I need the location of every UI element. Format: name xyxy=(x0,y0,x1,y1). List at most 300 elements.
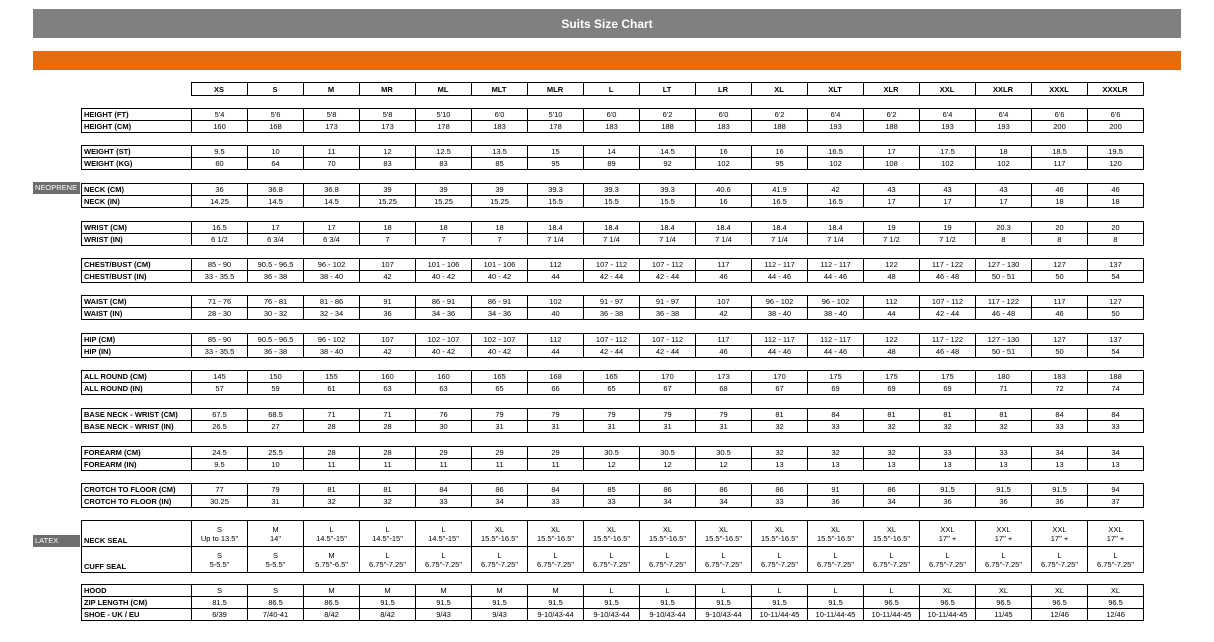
table-row xyxy=(82,609,1144,621)
value-cell: 5'10 xyxy=(528,109,584,121)
seal-range: 6.75"-7.25" xyxy=(704,559,743,569)
measurement-group xyxy=(81,108,1144,133)
value-cell: 28 xyxy=(304,421,360,433)
value-cell: 96.5 xyxy=(1032,597,1088,609)
value-cell: 16.5 xyxy=(808,196,864,208)
row-label: CHEST/BUST (IN) xyxy=(82,271,192,283)
value-cell: 9-10/43-44 xyxy=(528,609,584,621)
value-cell: 30.5 xyxy=(584,447,640,459)
value-cell: 44 - 46 xyxy=(752,346,808,358)
value-cell: 14.5 xyxy=(248,196,304,208)
value-cell: 112 - 117 xyxy=(752,334,808,346)
value-cell: 46 - 48 xyxy=(920,271,976,283)
value-cell: 63 xyxy=(416,383,472,395)
value-cell: 183 xyxy=(584,121,640,133)
table-row xyxy=(82,447,1144,459)
table-row xyxy=(82,421,1144,433)
seal-range: 6.75"-7.25" xyxy=(368,559,407,569)
value-cell: 15.5 xyxy=(640,196,696,208)
seal-size: XL xyxy=(494,524,505,534)
value-cell: 46 - 48 xyxy=(976,308,1032,320)
orange-divider xyxy=(33,51,1181,70)
value-cell: 86 xyxy=(640,484,696,496)
value-cell: 14.5 xyxy=(304,196,360,208)
table-row xyxy=(82,109,1144,121)
table-row xyxy=(82,158,1144,170)
value-cell: 122 xyxy=(864,259,920,271)
value-cell: 40 - 42 xyxy=(472,346,528,358)
seal-range: 17" + xyxy=(1106,533,1125,543)
value-cell: 59 xyxy=(248,383,304,395)
seal-size: M xyxy=(272,524,279,534)
value-cell: 20 xyxy=(1088,222,1144,234)
value-cell: 42 xyxy=(808,184,864,196)
seal-range: 6.75"-7.25" xyxy=(984,559,1023,569)
seal-cell xyxy=(528,547,584,573)
seal-cell xyxy=(696,521,752,547)
value-cell: 112 xyxy=(864,296,920,308)
seal-size: L xyxy=(777,550,782,560)
seal-cell xyxy=(1088,521,1144,547)
value-cell: 183 xyxy=(472,121,528,133)
size-header-mlt: MLT xyxy=(471,83,527,96)
seal-range: 5-5.5" xyxy=(265,559,286,569)
value-cell: 86.5 xyxy=(304,597,360,609)
value-cell: 84 xyxy=(808,409,864,421)
value-cell: 102 xyxy=(976,158,1032,170)
value-cell: 8 xyxy=(1032,234,1088,246)
value-cell: 127 xyxy=(1032,334,1088,346)
seal-cell xyxy=(192,521,248,547)
seal-cell xyxy=(752,547,808,573)
value-cell: 29 xyxy=(472,447,528,459)
value-cell: 79 xyxy=(696,409,752,421)
value-cell: 10-11/44-45 xyxy=(920,609,976,621)
value-cell: 31 xyxy=(640,421,696,433)
value-cell: 127 - 130 xyxy=(976,259,1032,271)
value-cell: 7 xyxy=(416,234,472,246)
value-cell: 33 xyxy=(752,496,808,508)
seal-range: 14.5"-15" xyxy=(372,533,403,543)
value-cell: 91.5 xyxy=(528,597,584,609)
value-cell: M xyxy=(416,585,472,597)
row-label: BASE NECK - WRIST (CM) xyxy=(82,409,192,421)
seal-range: 6.75"-7.25" xyxy=(928,559,967,569)
value-cell: 11 xyxy=(360,459,416,471)
measurement-group xyxy=(81,221,1144,246)
seal-range: 17" + xyxy=(938,533,957,543)
value-cell: 67 xyxy=(640,383,696,395)
value-cell: 9-10/43-44 xyxy=(584,609,640,621)
value-cell: 30.5 xyxy=(696,447,752,459)
seal-size: L xyxy=(833,550,838,560)
seal-cell xyxy=(416,547,472,573)
size-header-xl: XL xyxy=(751,83,807,96)
value-cell: 42 - 44 xyxy=(584,271,640,283)
table-row xyxy=(82,585,1144,597)
value-cell: 15.25 xyxy=(472,196,528,208)
seal-size: XXL xyxy=(1052,524,1067,534)
value-cell: 175 xyxy=(808,371,864,383)
value-cell: 29 xyxy=(528,447,584,459)
value-cell: 91.5 xyxy=(1032,484,1088,496)
seal-range: 15.5"-16.5" xyxy=(536,533,575,543)
value-cell: 84 xyxy=(1088,409,1144,421)
value-cell: 5'10 xyxy=(416,109,472,121)
value-cell: 79 xyxy=(528,409,584,421)
value-cell: 96 - 102 xyxy=(304,334,360,346)
seal-cell xyxy=(920,547,976,573)
value-cell: 188 xyxy=(864,121,920,133)
size-header-xs: XS xyxy=(191,83,247,96)
value-cell: 10 xyxy=(248,459,304,471)
value-cell: 40 - 42 xyxy=(416,346,472,358)
value-cell: 150 xyxy=(248,371,304,383)
value-cell: M xyxy=(472,585,528,597)
value-cell: 155 xyxy=(304,371,360,383)
value-cell: 36 xyxy=(1032,496,1088,508)
value-cell: 7 1/4 xyxy=(584,234,640,246)
value-cell: 188 xyxy=(1088,371,1144,383)
value-cell: 30.5 xyxy=(640,447,696,459)
value-cell: 95 xyxy=(752,158,808,170)
seal-cell xyxy=(360,521,416,547)
seal-size: XXL xyxy=(1108,524,1123,534)
value-cell: 85 xyxy=(472,158,528,170)
value-cell: 6'2 xyxy=(752,109,808,121)
value-cell: 6'6 xyxy=(1032,109,1088,121)
value-cell: 86.5 xyxy=(248,597,304,609)
seal-range: 15.5"-16.5" xyxy=(648,533,687,543)
seal-cell xyxy=(1032,547,1088,573)
value-cell: 33 - 35.5 xyxy=(192,346,248,358)
value-cell: 42 xyxy=(360,271,416,283)
value-cell: 13 xyxy=(976,459,1032,471)
value-cell: XL xyxy=(920,585,976,597)
value-cell: 89 xyxy=(584,158,640,170)
row-label: NECK SEAL xyxy=(82,521,192,547)
seal-cell xyxy=(1032,521,1088,547)
seal-range: 6.75"-7.25" xyxy=(1096,559,1135,569)
value-cell: 175 xyxy=(920,371,976,383)
seal-size: S xyxy=(216,524,222,534)
value-cell: 9-10/43-44 xyxy=(640,609,696,621)
value-cell: 8/42 xyxy=(360,609,416,621)
row-label: NECK (CM) xyxy=(82,184,192,196)
seal-size: L xyxy=(553,550,558,560)
value-cell: L xyxy=(584,585,640,597)
value-cell: 40 - 42 xyxy=(416,271,472,283)
value-cell: 28 xyxy=(304,447,360,459)
row-label: NECK (IN) xyxy=(82,196,192,208)
value-cell: 31 xyxy=(528,421,584,433)
seal-size: L xyxy=(441,550,446,560)
value-cell: 42 xyxy=(696,308,752,320)
latex-seal-table xyxy=(81,520,1144,573)
seal-range: 6.75"-7.25" xyxy=(592,559,631,569)
seal-range: 6.75"-7.25" xyxy=(480,559,519,569)
row-label: WRIST (IN) xyxy=(82,234,192,246)
value-cell: 11 xyxy=(416,459,472,471)
value-cell: 17 xyxy=(864,196,920,208)
value-cell: 12/46 xyxy=(1088,609,1144,621)
value-cell: 180 xyxy=(976,371,1032,383)
size-header-lr: LR xyxy=(695,83,751,96)
seal-size: L xyxy=(609,550,614,560)
value-cell: 96.5 xyxy=(1088,597,1144,609)
size-header-xxl: XXL xyxy=(919,83,975,96)
value-cell: 74 xyxy=(1088,383,1144,395)
value-cell: 34 xyxy=(640,496,696,508)
value-cell: 81 xyxy=(360,484,416,496)
value-cell: 32 xyxy=(304,496,360,508)
value-cell: 39 xyxy=(472,184,528,196)
value-cell: 85 xyxy=(584,484,640,496)
value-cell: 6'4 xyxy=(976,109,1032,121)
value-cell: 12.5 xyxy=(416,146,472,158)
value-cell: 8/42 xyxy=(304,609,360,621)
value-cell: 160 xyxy=(360,371,416,383)
value-cell: 6/39 xyxy=(192,609,248,621)
value-cell: 10 xyxy=(248,146,304,158)
seal-cell xyxy=(920,521,976,547)
value-cell: 15.5 xyxy=(528,196,584,208)
value-cell: 17 xyxy=(248,222,304,234)
seal-size: XL xyxy=(550,524,561,534)
value-cell: 117 xyxy=(1032,296,1088,308)
value-cell: 91.5 xyxy=(696,597,752,609)
value-cell: 96.5 xyxy=(864,597,920,609)
value-cell: 10-11/44-45 xyxy=(752,609,808,621)
value-cell: 173 xyxy=(360,121,416,133)
row-label: CUFF SEAL xyxy=(82,547,192,573)
value-cell: 84 xyxy=(528,484,584,496)
value-cell: 175 xyxy=(864,371,920,383)
seal-size: XXL xyxy=(940,524,955,534)
value-cell: 44 xyxy=(528,346,584,358)
size-header-m: M xyxy=(303,83,359,96)
value-cell: 13 xyxy=(752,459,808,471)
seal-range: 5.75"-6.5" xyxy=(315,559,348,569)
value-cell: 71 xyxy=(304,409,360,421)
value-cell: 9/43 xyxy=(416,609,472,621)
seal-size: XL xyxy=(774,524,785,534)
value-cell: 81 xyxy=(920,409,976,421)
value-cell: 50 xyxy=(1032,346,1088,358)
table-row xyxy=(82,346,1144,358)
value-cell: 200 xyxy=(1088,121,1144,133)
value-cell: XL xyxy=(1032,585,1088,597)
value-cell: M xyxy=(304,585,360,597)
size-header-mlr: MLR xyxy=(527,83,583,96)
value-cell: 81 - 86 xyxy=(304,296,360,308)
table-row xyxy=(82,146,1144,158)
value-cell: 117 xyxy=(1032,158,1088,170)
value-cell: 15.25 xyxy=(360,196,416,208)
value-cell: 96.5 xyxy=(920,597,976,609)
size-header-s: S xyxy=(247,83,303,96)
value-cell: 13 xyxy=(864,459,920,471)
value-cell: 117 xyxy=(696,334,752,346)
value-cell: 91.5 xyxy=(360,597,416,609)
value-cell: 107 - 112 xyxy=(920,296,976,308)
value-cell: 46 xyxy=(696,346,752,358)
value-cell: 63 xyxy=(360,383,416,395)
value-cell: 76 - 81 xyxy=(248,296,304,308)
value-cell: 6'2 xyxy=(864,109,920,121)
value-cell: L xyxy=(864,585,920,597)
value-cell: 86 xyxy=(472,484,528,496)
value-cell: 193 xyxy=(920,121,976,133)
table-row xyxy=(82,259,1144,271)
value-cell: 39 xyxy=(360,184,416,196)
value-cell: 107 xyxy=(360,334,416,346)
table-row xyxy=(82,271,1144,283)
value-cell: 5'4 xyxy=(192,109,248,121)
value-cell: 107 - 112 xyxy=(640,334,696,346)
value-cell: 27 xyxy=(248,421,304,433)
measurement-group xyxy=(81,483,1144,508)
value-cell: 65 xyxy=(584,383,640,395)
value-cell: 46 - 48 xyxy=(920,346,976,358)
value-cell: 18.4 xyxy=(696,222,752,234)
seal-cell xyxy=(864,547,920,573)
value-cell: 15 xyxy=(528,146,584,158)
value-cell: 137 xyxy=(1088,334,1144,346)
value-cell: 107 xyxy=(696,296,752,308)
seal-cell xyxy=(696,547,752,573)
value-cell: 36 xyxy=(360,308,416,320)
value-cell: 173 xyxy=(304,121,360,133)
value-cell: 46 xyxy=(1088,184,1144,196)
table-row xyxy=(82,496,1144,508)
value-cell: L xyxy=(808,585,864,597)
seal-range: 6.75"-7.25" xyxy=(760,559,799,569)
seal-size: L xyxy=(497,550,502,560)
value-cell: 137 xyxy=(1088,259,1144,271)
size-header-xxlr: XXLR xyxy=(975,83,1031,96)
value-cell: 193 xyxy=(808,121,864,133)
seal-size: L xyxy=(665,550,670,560)
value-cell: 54 xyxy=(1088,271,1144,283)
seal-size: L xyxy=(889,550,894,560)
value-cell: 8 xyxy=(976,234,1032,246)
value-cell: 14.5 xyxy=(640,146,696,158)
value-cell: 13 xyxy=(1032,459,1088,471)
table-row xyxy=(82,383,1144,395)
row-label: HOOD xyxy=(82,585,192,597)
value-cell: 96 - 102 xyxy=(752,296,808,308)
value-cell: 15.25 xyxy=(416,196,472,208)
value-cell: 6'0 xyxy=(696,109,752,121)
seal-size: XL xyxy=(718,524,729,534)
value-cell: 91.5 xyxy=(584,597,640,609)
value-cell: 11/45 xyxy=(976,609,1032,621)
seal-cell xyxy=(752,521,808,547)
value-cell: 33 xyxy=(416,496,472,508)
value-cell: 68 xyxy=(696,383,752,395)
value-cell: 170 xyxy=(640,371,696,383)
value-cell: 7 xyxy=(472,234,528,246)
value-cell: L xyxy=(640,585,696,597)
value-cell: 46 xyxy=(696,271,752,283)
value-cell: M xyxy=(360,585,416,597)
value-cell: 64 xyxy=(248,158,304,170)
value-cell: 43 xyxy=(976,184,1032,196)
value-cell: 16.5 xyxy=(808,146,864,158)
value-cell: 33 - 35.5 xyxy=(192,271,248,283)
seal-range: 14" xyxy=(269,533,281,543)
value-cell: 31 xyxy=(584,421,640,433)
value-cell: 117 - 122 xyxy=(920,334,976,346)
value-cell: 36 xyxy=(192,184,248,196)
value-cell: 7 1/2 xyxy=(920,234,976,246)
value-cell: 17 xyxy=(864,146,920,158)
value-cell: 188 xyxy=(640,121,696,133)
value-cell: 36 xyxy=(808,496,864,508)
seal-size: L xyxy=(721,550,726,560)
value-cell: S xyxy=(192,585,248,597)
row-label: CHEST/BUST (CM) xyxy=(82,259,192,271)
value-cell: 38 - 40 xyxy=(752,308,808,320)
seal-range: 17" + xyxy=(994,533,1013,543)
value-cell: 33 xyxy=(808,421,864,433)
value-cell: 19 xyxy=(920,222,976,234)
value-cell: 91.5 xyxy=(640,597,696,609)
value-cell: 6'0 xyxy=(584,109,640,121)
value-cell: 16 xyxy=(696,196,752,208)
size-header-mr: MR xyxy=(359,83,415,96)
value-cell: 44 - 46 xyxy=(808,271,864,283)
row-label: HIP (CM) xyxy=(82,334,192,346)
seal-size: XL xyxy=(886,524,897,534)
value-cell: 96.5 xyxy=(976,597,1032,609)
size-header-xlt: XLT xyxy=(807,83,863,96)
value-cell: 91.5 xyxy=(920,484,976,496)
value-cell: 90.5 - 96.5 xyxy=(248,259,304,271)
value-cell: 193 xyxy=(976,121,1032,133)
value-cell: 96 - 102 xyxy=(808,296,864,308)
table-row xyxy=(82,296,1144,308)
row-label: FOREARM (CM) xyxy=(82,447,192,459)
value-cell: 7/40-41 xyxy=(248,609,304,621)
value-cell: 18 xyxy=(416,222,472,234)
seal-cell xyxy=(808,521,864,547)
value-cell: 12 xyxy=(640,459,696,471)
value-cell: 61 xyxy=(304,383,360,395)
seal-size: XL xyxy=(830,524,841,534)
value-cell: 165 xyxy=(472,371,528,383)
value-cell: 11 xyxy=(304,459,360,471)
row-label: WAIST (IN) xyxy=(82,308,192,320)
value-cell: 112 xyxy=(528,259,584,271)
seal-range: 15.5"-16.5" xyxy=(592,533,631,543)
value-cell: XL xyxy=(976,585,1032,597)
value-cell: 18.4 xyxy=(808,222,864,234)
seal-range: 15.5"-16.5" xyxy=(480,533,519,543)
value-cell: 91.5 xyxy=(416,597,472,609)
seal-range: Up to 13.5" xyxy=(200,533,239,543)
value-cell: 38 - 40 xyxy=(808,308,864,320)
seal-cell xyxy=(640,521,696,547)
latex-label: LATEX xyxy=(33,535,80,547)
value-cell: 18.5 xyxy=(1032,146,1088,158)
value-cell: 102 - 107 xyxy=(416,334,472,346)
value-cell: 37 xyxy=(1088,496,1144,508)
value-cell: 67.5 xyxy=(192,409,248,421)
value-cell: 69 xyxy=(920,383,976,395)
value-cell: 91.5 xyxy=(752,597,808,609)
